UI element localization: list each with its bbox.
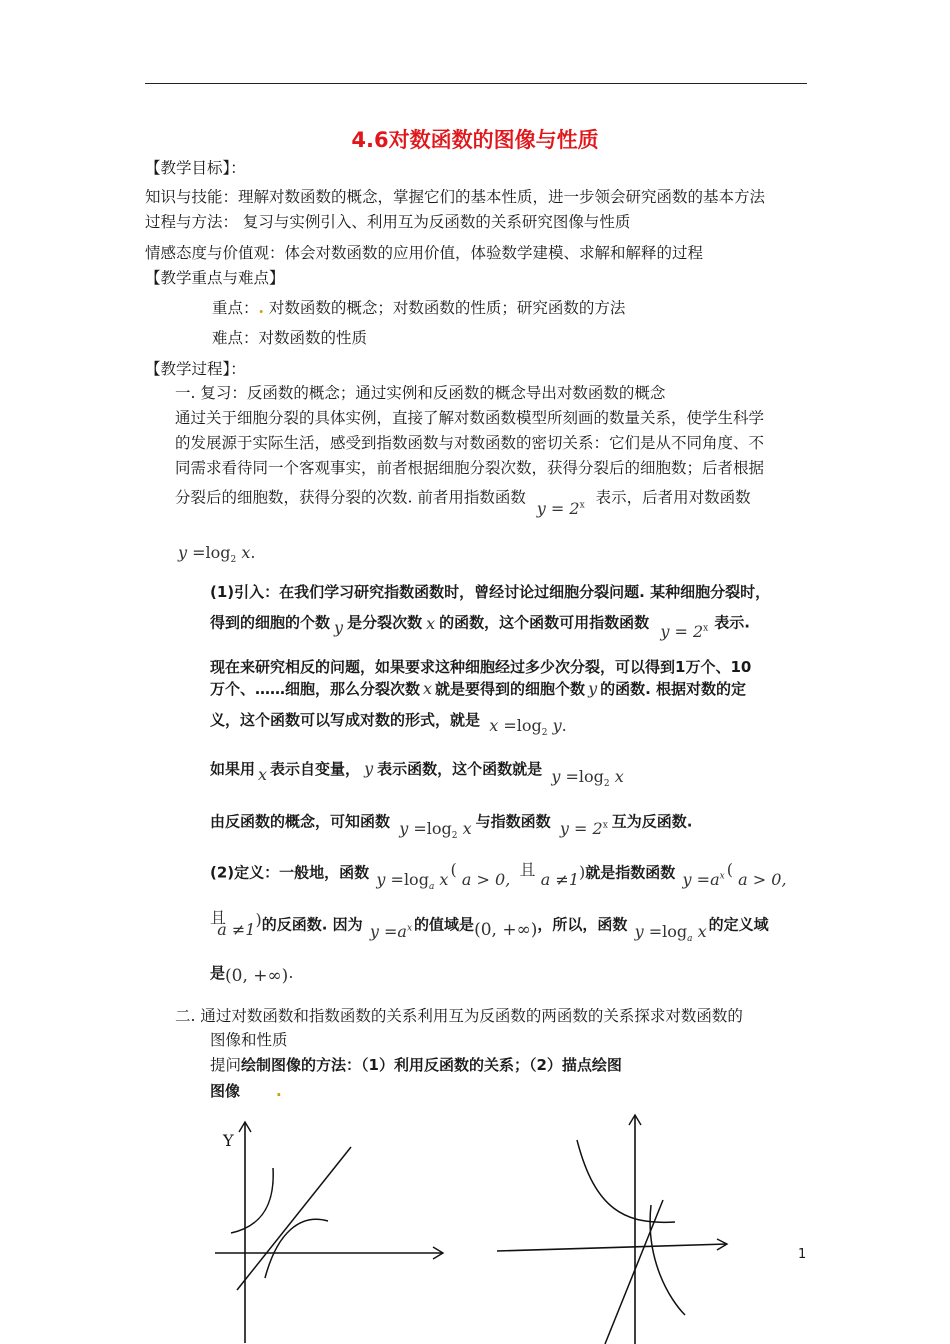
formula-var: y bbox=[634, 922, 644, 942]
page-number: 1 bbox=[798, 1247, 807, 1262]
formula-var: y bbox=[682, 870, 692, 890]
formula-y-log2-x bbox=[551, 767, 624, 790]
formula-period: . bbox=[288, 963, 294, 982]
text-span: 的定义域 bbox=[708, 915, 769, 934]
formula-y-2x bbox=[660, 622, 708, 641]
inverse-line bbox=[210, 808, 693, 842]
knowledge-skills: 知识与技能：理解对数函数的概念，掌握它们的基本性质，进一步领会研究函数的基本方法 bbox=[145, 188, 766, 206]
formula-y-ax bbox=[683, 870, 725, 889]
formula-op: = bbox=[192, 543, 206, 562]
text-span: 且 bbox=[210, 908, 227, 928]
formula-text: y = 2 bbox=[660, 622, 704, 642]
text-span: (2)定义：一般地，函数 bbox=[210, 863, 370, 882]
text-span: 是分裂次数 bbox=[347, 613, 423, 632]
text-span: 互为反函数. bbox=[611, 812, 693, 831]
formula-interval: (0, +∞) bbox=[225, 966, 289, 986]
text-span: 就是要得到的细胞个数 bbox=[435, 680, 586, 698]
text-span: ，所以，函数 bbox=[537, 915, 628, 934]
formula-condition: a > 0, bbox=[738, 870, 787, 890]
section-one-title: 一. 复习：反函数的概念；通过实例和反函数的概念导出对数函数的概念 bbox=[175, 384, 666, 402]
formula-var: x bbox=[439, 870, 449, 890]
focus-label: 重点： bbox=[212, 299, 259, 317]
formula-text: y = 2 bbox=[536, 499, 580, 519]
text-span: 得到的细胞的个数 bbox=[210, 613, 331, 632]
text-span: 义，这个函数可以写成对数的形式，就是 bbox=[210, 711, 481, 729]
curve-exponential bbox=[231, 1168, 273, 1233]
formula-var: x bbox=[489, 716, 499, 735]
text-span: 表示自变量， bbox=[270, 760, 361, 778]
formula-period: . bbox=[250, 543, 256, 562]
formula-interval: (0, +∞) bbox=[474, 920, 538, 941]
text-span: 与指数函数 bbox=[475, 812, 551, 831]
text-span: 由反函数的概念，可知函数 bbox=[210, 812, 391, 831]
formula-log: log bbox=[662, 922, 688, 942]
definition-line: 且 a ≠1)的反函数. 因为 $y =a^x$ 的值域是(0, +∞)，所以，函数 $y =\log_a$ x 的定义域 bbox=[210, 908, 769, 945]
formula-y-ax bbox=[370, 922, 412, 941]
formula-sup: x bbox=[703, 624, 709, 634]
formula-log: log bbox=[578, 767, 604, 786]
process-header: 【教学过程】： bbox=[145, 360, 246, 378]
formula-x-log2-y bbox=[489, 716, 567, 739]
formula-period: . bbox=[561, 716, 567, 735]
keypoints-header: 【教学重点与难点】 bbox=[145, 269, 285, 287]
decorative-dot: . bbox=[258, 298, 264, 317]
text-span: 就是指数函数 bbox=[585, 863, 676, 882]
text-span: 的反函数. 因为 bbox=[261, 915, 363, 934]
formula-var: x bbox=[258, 765, 268, 784]
definition-line bbox=[210, 963, 294, 986]
header-rule bbox=[145, 83, 807, 84]
formula-var: a bbox=[397, 922, 407, 942]
formula-op: = bbox=[648, 922, 663, 942]
text-span: 表示. bbox=[714, 613, 750, 632]
now-line bbox=[210, 679, 746, 699]
paragraph-line: 通过关于细胞分裂的具体实例，直接了解对数函数模型所刻画的数量关系，使学生科学 bbox=[175, 409, 765, 427]
text-span: 是 bbox=[210, 964, 226, 982]
formula-var: x bbox=[614, 767, 624, 786]
text-span: 图像 bbox=[210, 1082, 241, 1100]
formula-var: y bbox=[369, 922, 379, 942]
text-span: 的值域是 bbox=[414, 915, 475, 934]
intro-line: (1)引入：在我们学习研究指数函数时，曾经讨论过细胞分裂问题. 某种细胞分裂时， bbox=[210, 583, 771, 601]
formula-sub: 2 bbox=[451, 831, 458, 842]
formula-sub: a bbox=[428, 882, 435, 893]
formula-op: = bbox=[390, 870, 404, 890]
formula-sup: x bbox=[602, 821, 608, 831]
formula-var: y bbox=[399, 819, 409, 839]
if-use-line bbox=[210, 759, 624, 790]
paragraph-line: 的发展源于实际生活，感受到指数函数与对数函数的密切关系：它们是从不同角度、不 bbox=[175, 434, 765, 452]
process-methods: 过程与方法： 复习与实例引入、利用互为反函数的关系研究图像与性质 bbox=[145, 213, 631, 231]
formula-sup: x bbox=[719, 872, 725, 882]
objectives-header: 【教学目标】： bbox=[145, 159, 246, 177]
text-span: 表示函数，这个函数就是 bbox=[377, 760, 543, 778]
x-axis bbox=[497, 1244, 727, 1251]
formula-sub: 2 bbox=[603, 779, 610, 790]
curve-logarithm bbox=[265, 1219, 328, 1278]
graph-label-line bbox=[210, 1081, 282, 1101]
formula-log: log bbox=[403, 870, 429, 890]
text-span: 如果用 bbox=[210, 760, 256, 778]
formula-text: y = 2 bbox=[559, 819, 603, 839]
paragraph-line: 同需求看待同一个客观事实，前者根据细胞分裂次数，获得分裂后的细胞数；后者根据 bbox=[175, 459, 765, 477]
text-span: 的函数，这个函数可用指数函数 bbox=[439, 613, 650, 632]
formula-op: = bbox=[413, 819, 427, 839]
formula-var: y bbox=[551, 767, 561, 786]
formula-log: log bbox=[205, 543, 231, 562]
graph-decreasing-functions bbox=[495, 1110, 735, 1344]
text-span: 万个、……细胞，那么分裂次数 bbox=[210, 680, 421, 698]
now-line bbox=[210, 710, 567, 737]
page-title: 4.6对数函数的图像与性质 bbox=[351, 128, 599, 152]
formula-op: = bbox=[503, 716, 517, 735]
formula-var: y bbox=[552, 716, 562, 735]
focus-line bbox=[212, 298, 625, 318]
ask-line bbox=[210, 1055, 622, 1075]
section-two-title: 图像和性质 bbox=[210, 1031, 288, 1049]
curve-exponential-decreasing bbox=[577, 1140, 675, 1222]
formula-var: x bbox=[423, 679, 433, 698]
graph-inverse-functions bbox=[215, 1118, 455, 1343]
formula-condition: a ≠1 bbox=[217, 920, 256, 940]
text-span: 且 bbox=[519, 860, 536, 880]
line-y-equals-x bbox=[237, 1147, 351, 1290]
formula-y-2x bbox=[560, 819, 608, 838]
formula-log: log bbox=[516, 716, 542, 735]
formula-var: y bbox=[376, 870, 386, 890]
formula-sup: x bbox=[579, 501, 585, 511]
formula-var: x bbox=[241, 543, 251, 562]
formula-y-loga-x bbox=[634, 922, 707, 945]
formula-y-loga-x bbox=[376, 870, 449, 893]
definition-line: (2)定义：一般地，函数 $y =\log_a$ x( a > 0, 且 a ≠1)就是指数函数 $y =a^x$ ( a > 0, bbox=[210, 860, 787, 893]
formula-sub: 2 bbox=[541, 728, 548, 739]
text-span: 的函数. 根据对数的定 bbox=[600, 680, 747, 698]
paragraph-line bbox=[175, 484, 751, 519]
difficulty-line: 难点：对数函数的性质 bbox=[212, 329, 368, 347]
text-span: 表示，后者用对数函数 bbox=[595, 488, 751, 507]
formula-sub: a bbox=[687, 934, 693, 945]
formula-var: y bbox=[588, 679, 598, 698]
formula-sub: 2 bbox=[230, 555, 237, 566]
formula-var: y bbox=[178, 543, 188, 562]
formula-sup: x bbox=[406, 924, 413, 934]
formula-var: a bbox=[710, 870, 720, 890]
formula-var: x bbox=[697, 922, 707, 942]
formula-condition: a > 0, bbox=[461, 870, 511, 890]
text-span: 分裂后的细胞数，获得分裂的次数. 前者用指数函数 bbox=[175, 488, 526, 507]
section-two-title: 二. 通过对数函数和指数函数的关系利用互为反函数的两函数的关系探求对数函数的 bbox=[175, 1007, 743, 1025]
formula-var: x bbox=[426, 614, 436, 634]
axis-label-y: Y bbox=[223, 1131, 234, 1150]
formula-y-log2-x bbox=[178, 543, 256, 570]
attitude-values: 情感态度与价值观：体会对数函数的应用价值，体验数学建模、求解和解释的过程 bbox=[145, 244, 704, 262]
intro-line bbox=[210, 609, 750, 642]
formula-op: = bbox=[384, 922, 398, 942]
focus-text: 对数函数的概念；对数函数的性质；研究函数的方法 bbox=[268, 299, 626, 317]
formula-op: = bbox=[696, 870, 711, 890]
text-span: 提问 bbox=[210, 1056, 242, 1074]
formula-var: x bbox=[462, 819, 472, 839]
now-line: 现在来研究相反的问题，如果要求这种细胞经过多少次分裂，可以得到1万个、10 bbox=[210, 658, 752, 676]
formula-log: log bbox=[426, 819, 452, 839]
formula-var: y bbox=[364, 759, 374, 778]
formula-y-log2-x bbox=[399, 819, 472, 842]
formula-op: = bbox=[565, 767, 579, 786]
formula-var: y bbox=[334, 618, 344, 638]
text-span: 绘制图像的方法：（1）利用反函数的关系；（2）描点绘图 bbox=[241, 1056, 622, 1074]
decorative-dot: . bbox=[276, 1082, 282, 1100]
formula-condition: a ≠1 bbox=[540, 870, 580, 890]
formula-y-2x bbox=[537, 499, 585, 518]
